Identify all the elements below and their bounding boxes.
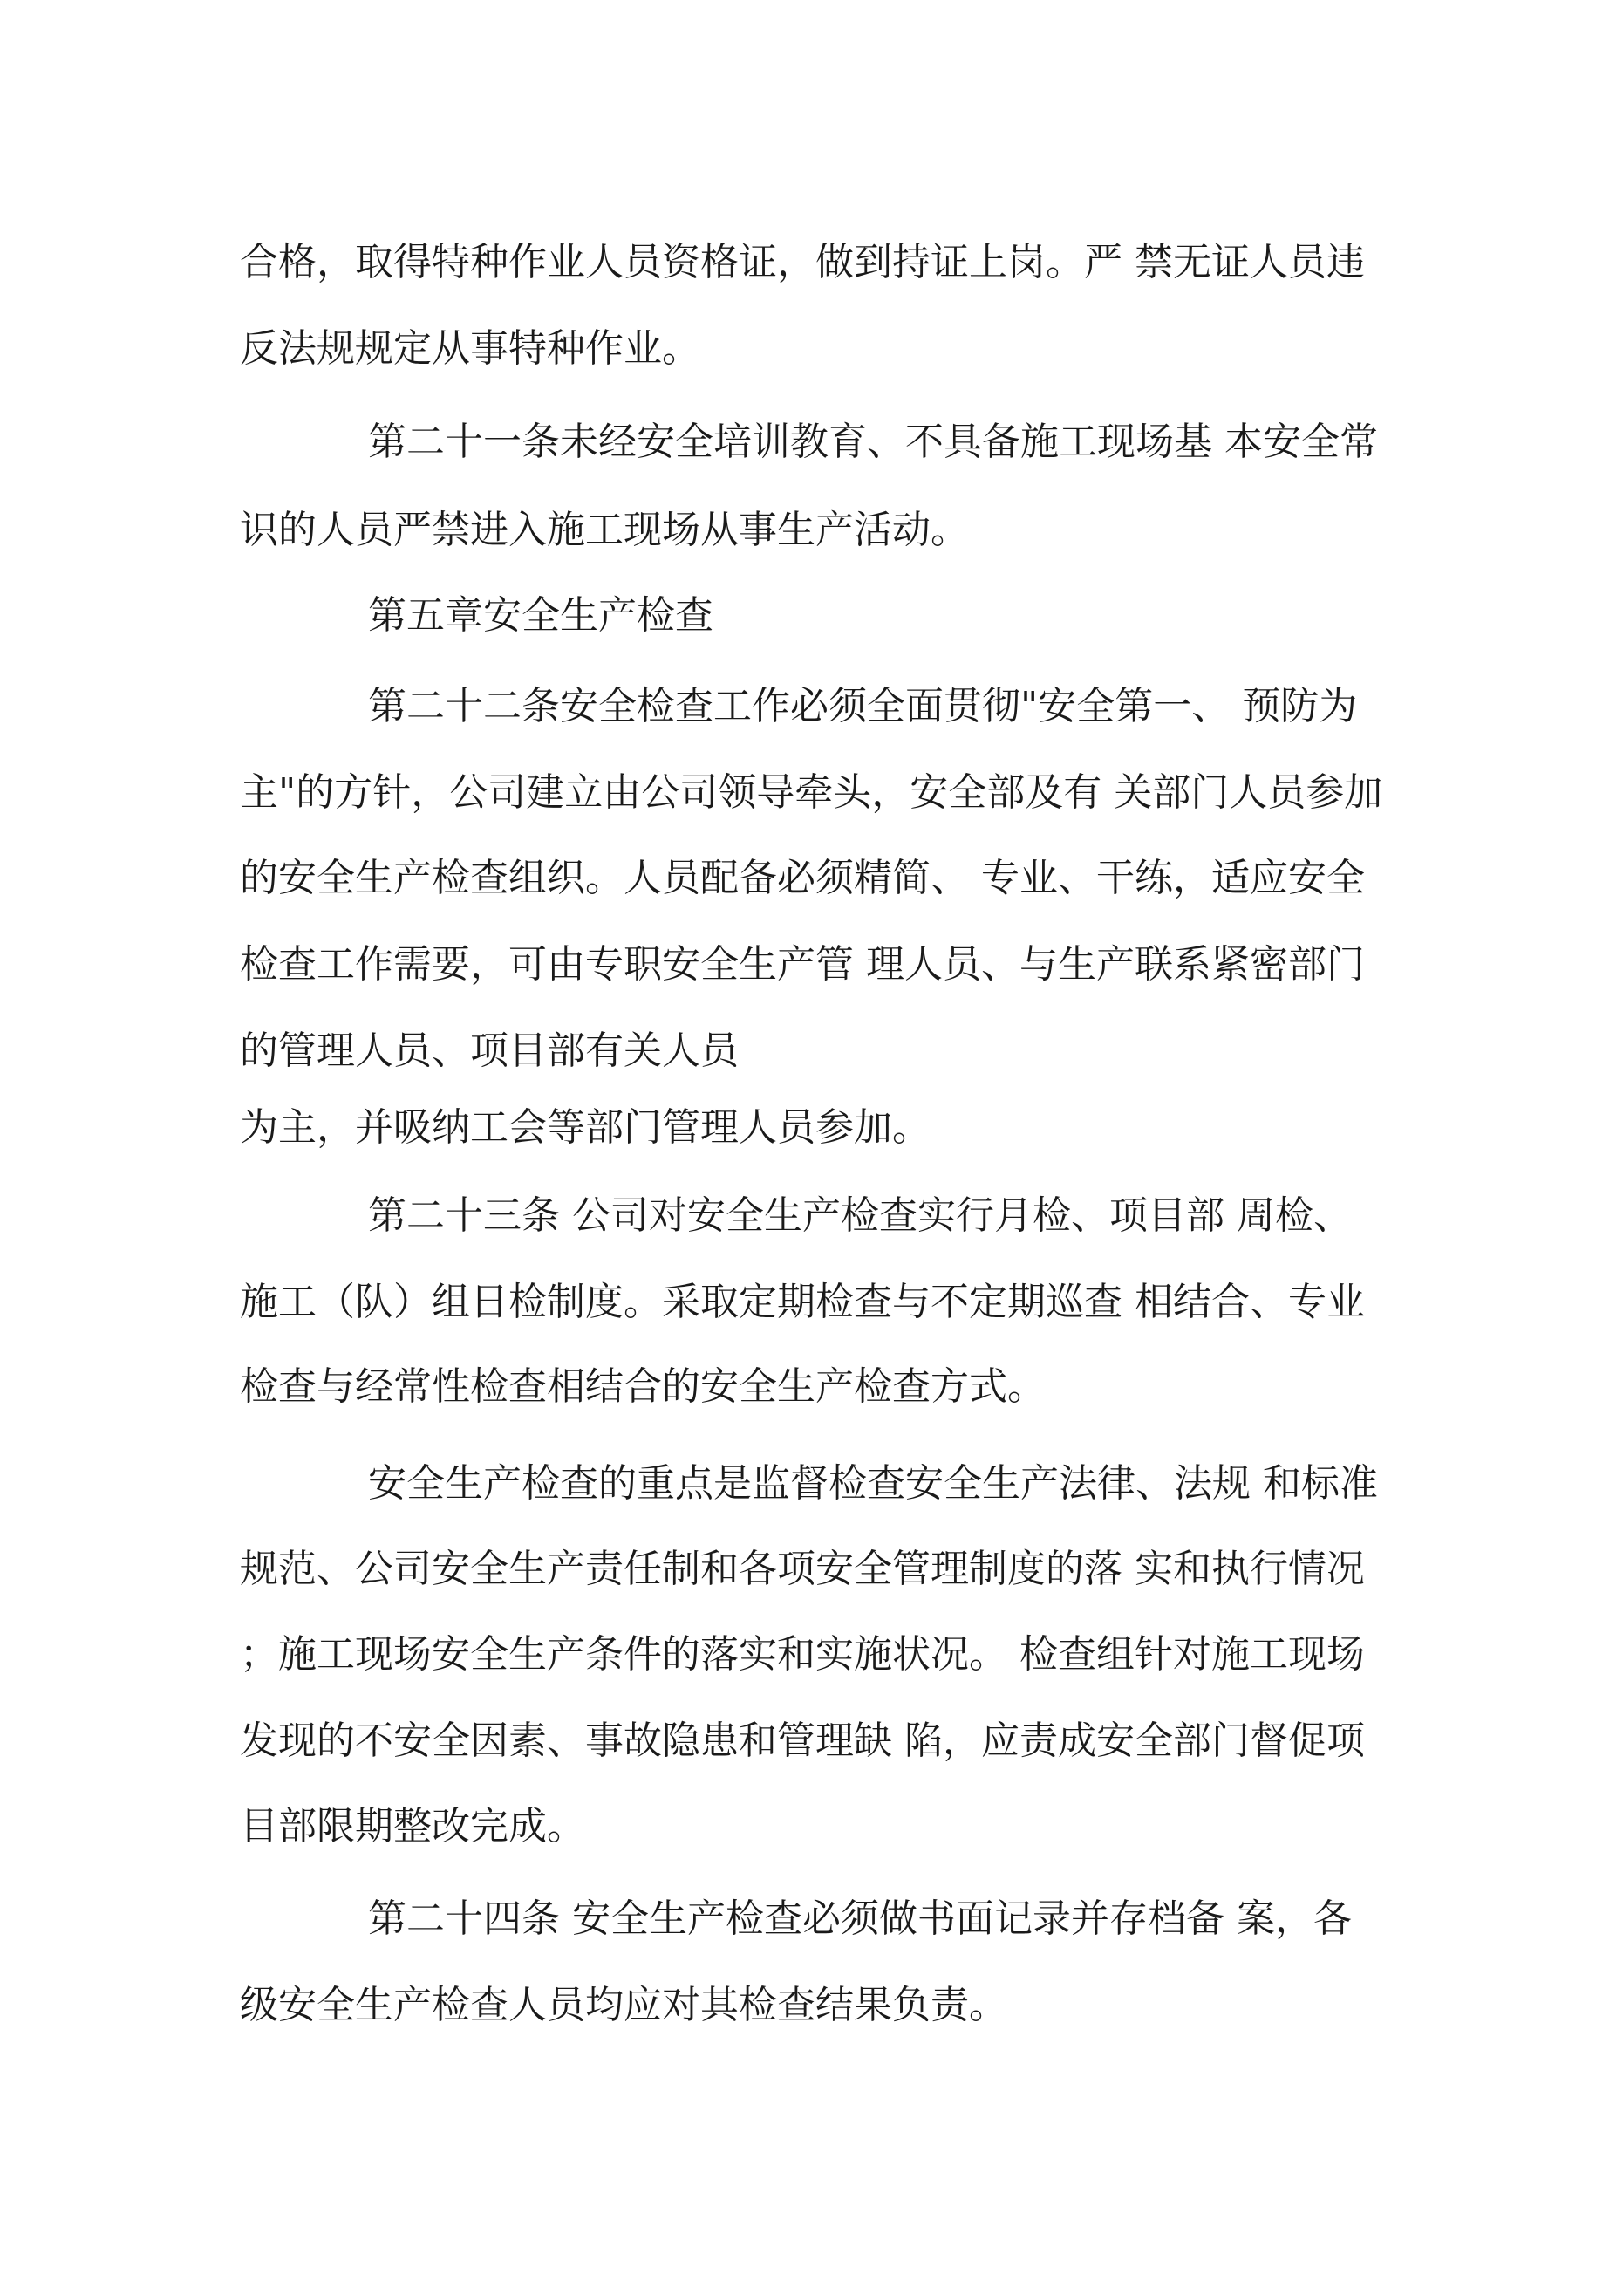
- text-line: 检查与经常性检查相结合的安全生产检查方式。: [240, 1364, 1046, 1409]
- text-line: 规范、公司安全生产责任制和各项安全管理制度的落 实和执行情况: [240, 1547, 1365, 1591]
- text-line: 主"的方针，公司建立由公司领导牵头，安全部及有 关部门人员参加: [240, 770, 1383, 815]
- article-21-line: 第二十一条未经安全培训教育、不具备施工现场基 本安全常: [368, 420, 1378, 464]
- article-22-line: 第二十二条安全检查工作必须全面贯彻"安全第一、 预防为: [368, 684, 1358, 728]
- text-line: 反法规规定从事特种作业。: [240, 326, 700, 371]
- text-line: ；施工现场安全生产条件的落实和实施状况。 检查组针对施工现场: [240, 1632, 1365, 1677]
- text-line: 识的人员严禁进入施工现场从事生产活动。: [240, 508, 969, 552]
- text-line: 的安全生产检查组织。人员配备必须精简、 专业、干练，适应安全: [240, 856, 1365, 900]
- text-line: 检查工作需要，可由专职安全生产管 理人员、与生产联系紧密部门: [240, 942, 1365, 987]
- text-line: 发现的不安全因素、事故隐患和管理缺 陷，应责成安全部门督促项: [240, 1719, 1365, 1763]
- text-line: 级安全生产检查人员均应对其检查结果负责。: [240, 1983, 1007, 2027]
- article-24-line: 第二十四条 安全生产检查必须做书面记录并存档备 案，各: [368, 1896, 1352, 1941]
- inspection-focus-line: 安全生产检查的重点是监督检查安全生产法律、法规 和标准: [368, 1461, 1378, 1506]
- article-23-line: 第二十三条 公司对安全生产检查实行月检、项目部 周检、: [368, 1193, 1352, 1238]
- text-line: 的管理人员、项目部有关人员: [240, 1028, 739, 1073]
- text-line: 为主，并吸纳工会等部门管理人员参加。: [240, 1105, 931, 1150]
- chapter-heading: 第五章安全生产检查: [368, 593, 713, 638]
- text-line: 合格，取得特种作业人员资格证，做到持证上岗。严 禁无证人员违: [240, 240, 1365, 284]
- text-line: 施工（队）组日检制度。采取定期检查与不定期巡查 相结合、专业: [240, 1280, 1365, 1324]
- text-line: 目部限期整改完成。: [240, 1804, 585, 1848]
